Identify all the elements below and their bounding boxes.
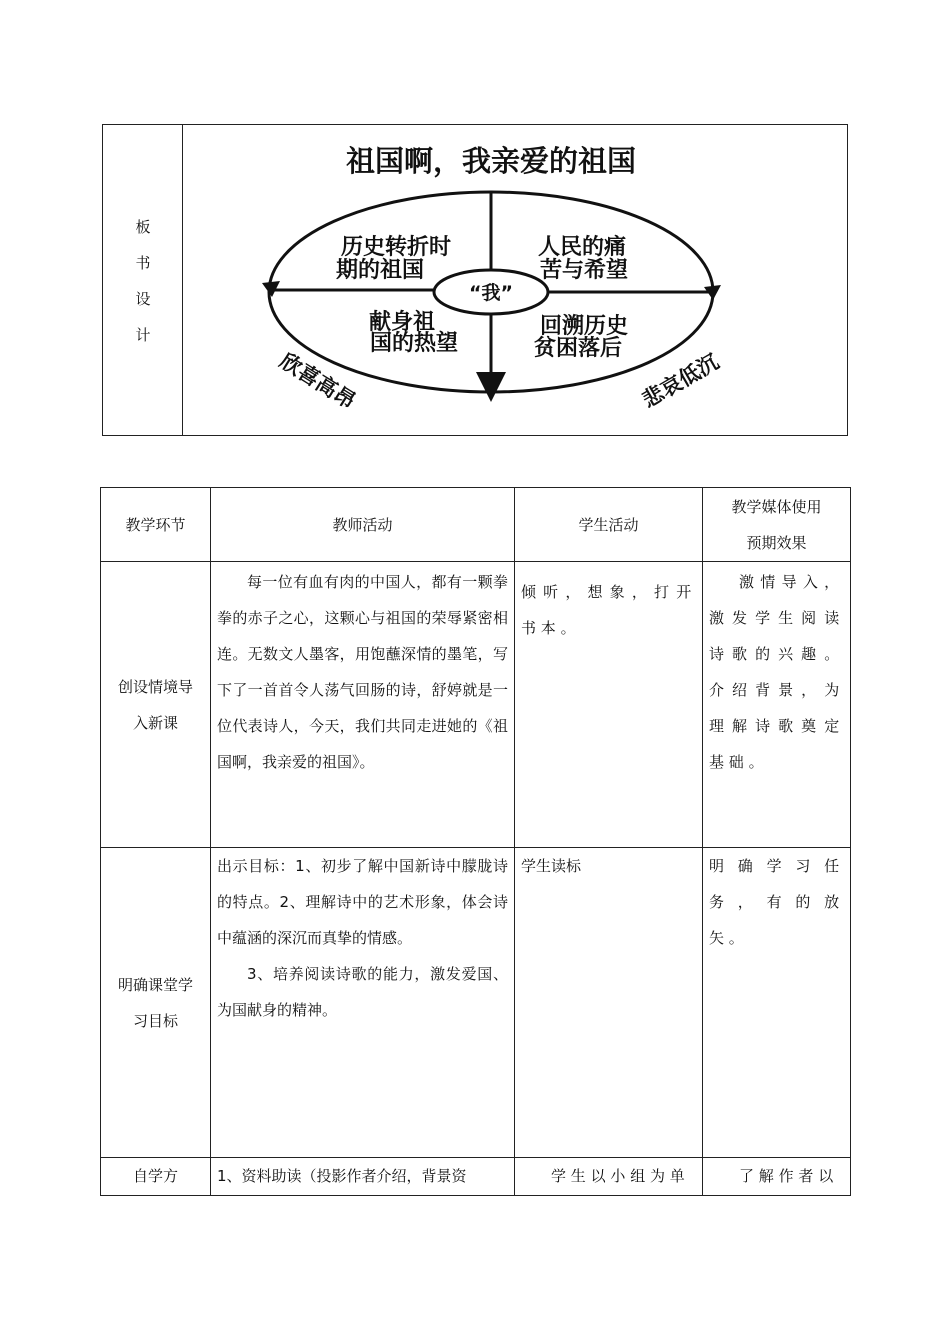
- row-media-cell: [703, 562, 851, 848]
- student-activity: 学生读标: [521, 857, 582, 875]
- row-stage-cell: [101, 562, 211, 848]
- table-row: [101, 848, 851, 1158]
- teacher-paragraph: 3、培养阅读诗歌的能力，激发爱国、为国献身的精神。: [217, 965, 508, 1019]
- lesson-table: [100, 487, 851, 1196]
- arc-left-label: 欣喜高昂: [275, 348, 360, 414]
- row-stage-line: 入新课: [132, 713, 178, 732]
- table-row: [101, 1158, 851, 1196]
- teacher-paragraph: 每一位有血有肉的中国人，都有一颗拳拳的赤子之心，这颗心与祖国的荣辱紧密相连。无数文人墨客，用饱蘸深情的墨笔，写下了一首首令人荡气回肠的诗，舒婷就是一位代表诗人，今天，我们共同走进她的《祖国啊，我亲爱的祖国》。: [217, 573, 508, 771]
- row-media-cell: [703, 848, 851, 1158]
- row-stage-line: 自学方: [132, 1167, 178, 1185]
- media-effect: 明确学习任务，有的放矢。: [709, 857, 844, 947]
- row-stage-cell: [101, 848, 211, 1158]
- quadrant-top-left-line: 历史转折时: [340, 235, 452, 260]
- row-stage-cell: [101, 1158, 211, 1196]
- header-stage: 教学环节: [101, 488, 211, 562]
- header-media-line: 预期效果: [746, 533, 807, 552]
- table-header-row: [101, 488, 851, 562]
- teacher-paragraph: 出示目标：1、初步了解中国新诗中朦胧诗的特点。2、理解诗中的艺术形象，体会诗中蕴涵的深沉而真挚的情感。: [217, 857, 508, 947]
- media-effect: 了解作者以: [739, 1167, 839, 1185]
- board-design-box: [102, 124, 848, 436]
- row-stage-line: 创设情境导: [117, 677, 193, 696]
- row-media-cell: [703, 1158, 851, 1196]
- row-teacher-cell: [211, 1158, 515, 1196]
- header-media-line: 教学媒体使用: [731, 497, 822, 516]
- row-student-cell: [515, 848, 703, 1158]
- board-label-char: 设: [135, 290, 151, 308]
- student-activity: 倾听，想象，打开书本。: [521, 583, 696, 637]
- table-row: [101, 562, 851, 848]
- board-label-char: 板: [135, 218, 151, 236]
- quadrant-top-right-line: 苦与希望: [539, 258, 629, 283]
- row-teacher-cell: [211, 562, 515, 848]
- board-diagram: [184, 125, 847, 435]
- quadrant-bottom-right-line: 贫困落后: [533, 336, 623, 361]
- media-effect: 激情导入，激发学生阅读诗歌的兴趣。介绍背景，为理解诗歌奠定基础。: [709, 573, 844, 771]
- header-media: [703, 488, 851, 562]
- teacher-paragraph: 1、资料助读（投影作者介绍，背景资: [217, 1167, 467, 1185]
- row-stage-line: 明确课堂学: [117, 975, 193, 994]
- quadrant-top-right-line: 人民的痛: [537, 235, 627, 260]
- row-stage-line: 习目标: [132, 1011, 178, 1030]
- board-label-char: 计: [135, 326, 151, 344]
- quadrant-bottom-left-line: 献身祖: [368, 310, 436, 335]
- board-label-char: 书: [135, 254, 151, 272]
- row-student-cell: [515, 562, 703, 848]
- arc-right-label: 悲哀低沉: [638, 349, 723, 413]
- row-student-cell: [515, 1158, 703, 1196]
- student-activity: 学生以小组为单: [551, 1167, 690, 1185]
- header-student: 学生活动: [515, 488, 703, 562]
- quadrant-bottom-right-line: 回溯历史: [539, 314, 629, 339]
- diagram-title: 祖国啊，我亲爱的祖国: [345, 144, 637, 178]
- diagram-center-text: “我”: [469, 282, 513, 304]
- quadrant-top-left-line: 期的祖国: [335, 258, 425, 283]
- header-teacher: 教师活动: [211, 488, 515, 562]
- row-teacher-cell: [211, 848, 515, 1158]
- quadrant-bottom-left-line: 国的热望: [369, 331, 459, 356]
- board-design-label: [103, 125, 183, 435]
